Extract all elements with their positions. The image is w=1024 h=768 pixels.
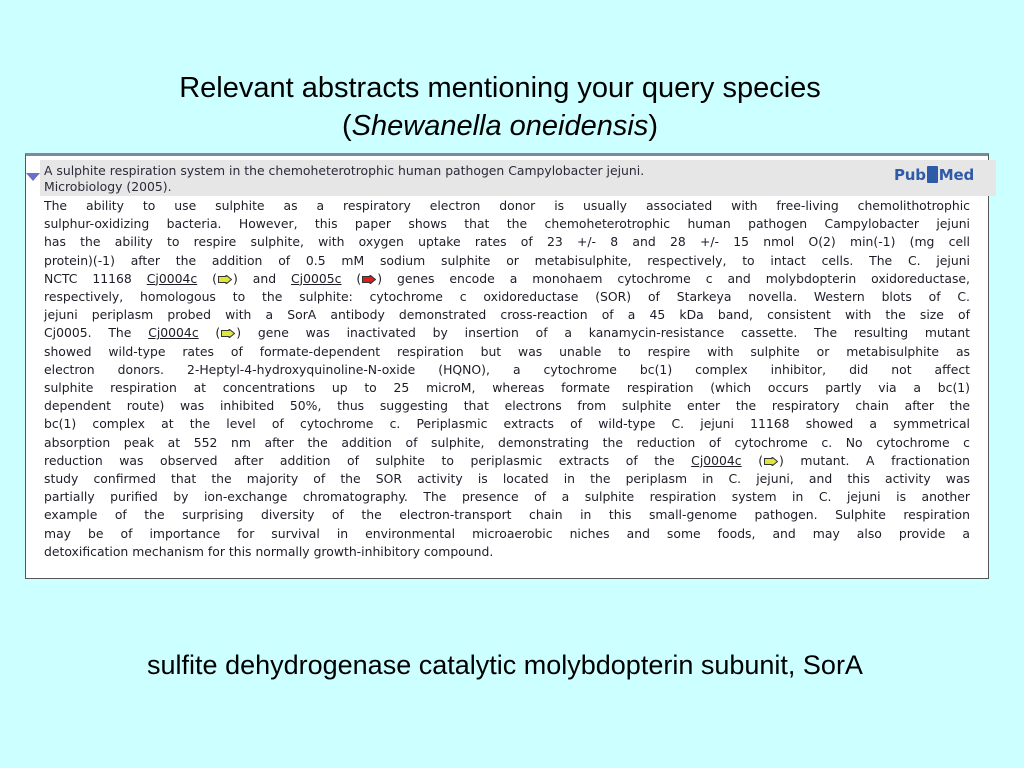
- abstract-line: The ability to use sulphite as a respiratory electron donor is usually associated with free-living chemolithotrophic: [44, 198, 970, 213]
- line-text: (: [197, 270, 217, 286]
- abstract-line: electron donors. 2-Heptyl-4-hydroxyquinoline-N-oxide (HQNO), a cytochrome bc(1) complex inhibitor, did not affect: [44, 361, 970, 377]
- abstract-line: example of the surprising diversity of the electron-transport chain in this small-genome pathogen. Sulphite respiration: [44, 507, 970, 523]
- line-text: ) mutant. A fractionation: [779, 452, 971, 468]
- abstract-line: sulphur-oxidizing bacteria. However, this paper shows that the chemoheterotrophic human pathogen Campylobacter jejuni: [44, 216, 970, 232]
- gene-link-cj0004c[interactable]: Cj0004c: [148, 325, 199, 341]
- abstract-line: detoxification mechanism for this normally growth-inhibitory compound.: [44, 543, 494, 559]
- abstract-line: dependent route) was inhibited 50%, thus suggesting that electrons from sulphite enter the respiratory chain after the: [44, 398, 970, 414]
- gene-link-cj0004c[interactable]: Cj0004c: [146, 270, 198, 286]
- abstract-line: sulphite respiration at concentrations up to 25 microM, whereas formate respiration (which occurs partly via a bc(1): [44, 380, 970, 396]
- pubmed-logo[interactable]: [894, 166, 974, 184]
- abstract-title[interactable]: A sulphite respiration system in the chemoheterotrophic human pathogen Campylobacter jejuni.: [44, 163, 645, 178]
- pubmed-mark-icon: [927, 166, 938, 183]
- yellow-arrow-icon[interactable]: [221, 329, 235, 338]
- species-name: Shewanella oneidensis: [351, 110, 649, 142]
- red-arrow-icon[interactable]: [362, 275, 376, 284]
- line-text: reduction was observed after addition of sulphite to periplasmic extracts of the: [44, 452, 692, 468]
- line-text: ) gene was inactivated by insertion of a kanamycin-resistance cassette. The resulting mutant: [236, 325, 970, 341]
- line-text: (: [341, 270, 362, 286]
- abstract-line: jejuni periplasm probed with a SorA antibody demonstrated cross-reaction of a 45 kDa band, consistent with the size of: [44, 307, 970, 323]
- abstract-panel: [25, 153, 989, 579]
- yellow-arrow-icon[interactable]: [218, 275, 232, 284]
- gene-link-cj0004c[interactable]: Cj0004c: [691, 452, 742, 468]
- abstract-line: protein)(-1) after the addition of 0.5 mM sodium sulphite or metabisulphite, respectively, to intact cells. The C. jejuni: [44, 252, 970, 268]
- line-text: (: [741, 452, 764, 468]
- triangle-down-icon[interactable]: [26, 173, 40, 181]
- yellow-arrow-icon[interactable]: [764, 457, 778, 466]
- abstract-line: bc(1) complex at the level of cytochrome c. Periplasmic extracts of wild-type C. jejuni 11168 showed a symmetrical: [44, 416, 970, 432]
- gene-link-cj0005c[interactable]: Cj0005c: [291, 270, 342, 286]
- line-text: ) and: [232, 270, 292, 286]
- line-text: Cj0005. The: [44, 325, 149, 341]
- slide-title-line1: Relevant abstracts mentioning your query species: [179, 72, 821, 104]
- line-text: (: [198, 325, 221, 341]
- abstract-journal: Microbiology (2005).: [44, 179, 172, 194]
- abstract-line: [44, 452, 970, 470]
- pubmed-logo-med: Med: [938, 166, 974, 184]
- abstract-line: [44, 324, 970, 342]
- abstract-line: absorption peak at 552 nm after the addition of sulphite, demonstrating the reduction of cytochrome c. No cytochrome c: [44, 434, 970, 450]
- abstract-line: has the ability to respire sulphite, with oxygen uptake rates of 23 +/- 8 and 28 +/- 15 nmol O(2) min(-1) (mg cell: [44, 234, 970, 250]
- slide-title-line2: [0, 109, 1000, 143]
- title-close-paren: ): [648, 110, 658, 142]
- line-text: NCTC 11168: [44, 270, 147, 286]
- abstract-line: may be of importance for survival in environmental microaerobic niches and some foods, and may also provide a: [44, 525, 970, 541]
- pubmed-logo-pub: Pub: [893, 166, 926, 184]
- line-text: ) genes encode a monohaem cytochrome c and molybdopterin oxidoreductase,: [377, 270, 970, 286]
- abstract-line: partially purified by ion-exchange chromatography. The presence of a sulphite respiration system in C. jejuni is another: [44, 489, 970, 505]
- abstract-line: study confirmed that the majority of the SOR activity is located in the periplasm in C. jejuni, and this activity was: [44, 471, 970, 487]
- abstract-line: respectively, homologous to the sulphite: cytochrome c oxidoreductase (SOR) of Starkeya novella. Western blots of C.: [44, 289, 970, 305]
- abstract-body: [44, 197, 970, 561]
- abstract-line: showed wild-type rates of formate-dependent respiration but was unable to respire with sulphite or metabisulphite as: [44, 343, 970, 359]
- abstract-line: [44, 270, 970, 288]
- slide-footer: sulfite dehydrogenase catalytic molybdopterin subunit, SorA: [147, 650, 863, 680]
- title-open-paren: (: [342, 110, 352, 142]
